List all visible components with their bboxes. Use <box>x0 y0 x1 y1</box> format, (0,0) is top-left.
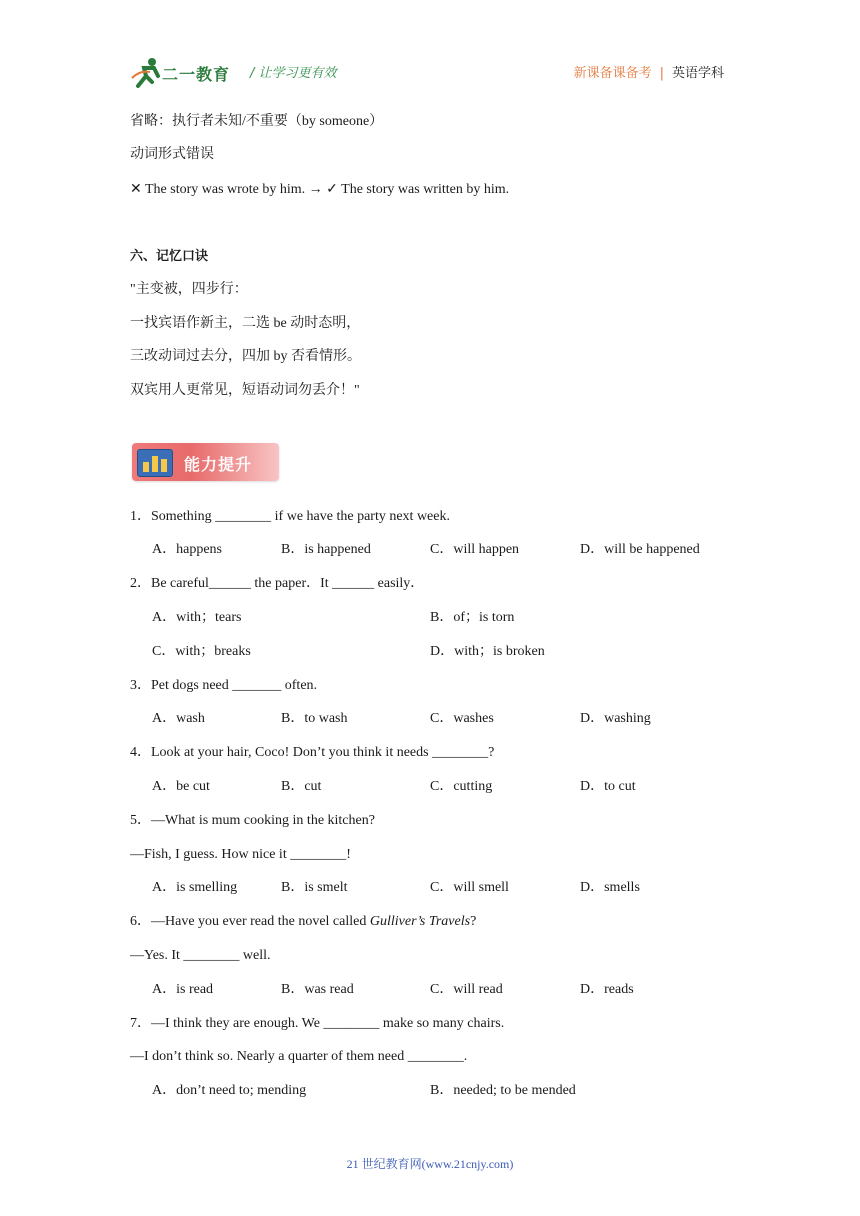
question-stem-reply: —Fish, I guess. How nice it ________! <box>130 847 351 862</box>
option-b[interactable]: B．was read <box>281 982 354 997</box>
option-d[interactable]: D．with；is broken <box>430 644 545 659</box>
option-c[interactable]: C．will happen <box>430 542 520 557</box>
mnemonic-line: "主变被，四步行： <box>130 282 248 297</box>
question-stem-reply: —Yes. It ________ well. <box>130 948 271 963</box>
mnemonic-line: 三改动词过去分，四加 by 否看情形。 <box>130 349 361 364</box>
question-stem: 3．Pet dogs need _______ often. <box>130 678 318 693</box>
option-d[interactable]: D．to cut <box>580 779 636 794</box>
option-b[interactable]: B．needed; to be mended <box>430 1083 576 1098</box>
question-stem-reply: —I don’t think so. Nearly a quarter of them need ________. <box>130 1049 468 1064</box>
option-b[interactable]: B．of；is torn <box>430 610 515 625</box>
chart-board-icon <box>137 449 173 477</box>
header-right <box>574 62 724 81</box>
book-title: Gulliver’s Travels <box>369 914 471 929</box>
question-stem: 5．—What is mum cooking in the kitchen? <box>130 813 375 828</box>
header-course-label: 新课备课备考 <box>573 66 652 81</box>
option-c[interactable]: C．washes <box>430 711 494 726</box>
header-slogan: / 让学习更有效 <box>250 66 337 81</box>
question-stem <box>130 913 476 931</box>
question-stem: 4．Look at your hair, Coco! Don’t you think it needs ________? <box>130 745 495 760</box>
option-b[interactable]: B．is smelt <box>281 880 348 895</box>
site-logo <box>130 56 242 90</box>
header-separator: | <box>659 66 664 81</box>
stem-text: ? <box>470 914 477 929</box>
section-banner <box>132 443 279 481</box>
banner-label: 能力提升 <box>184 455 253 474</box>
intro-line-error-title: 动词形式错误 <box>130 147 214 162</box>
question-stem: 2．Be careful______ the paper．It ______ easily． <box>130 576 425 591</box>
example-text: The story was wrote by him. → ✓ The story was written by him. <box>141 182 510 197</box>
option-c[interactable]: C．cutting <box>430 779 493 794</box>
mnemonic-line: 双宾用人更常见，短语动词勿丢介！" <box>130 383 360 398</box>
option-d[interactable]: D．smells <box>580 880 640 895</box>
option-a[interactable]: A．is smelling <box>152 880 238 895</box>
option-a[interactable]: A．with；tears <box>152 610 242 625</box>
option-a[interactable]: A．wash <box>152 711 205 726</box>
option-d[interactable]: D．reads <box>580 982 634 997</box>
cross-icon: ✕ <box>130 181 142 197</box>
header-subject: 英语学科 <box>671 66 724 81</box>
option-b[interactable]: B．is happened <box>281 542 371 557</box>
question-stem: 7．—I think they are enough. We ________ make so many chairs. <box>130 1016 505 1031</box>
stem-text: 6．—Have you ever read the novel called <box>130 914 370 929</box>
question-stem: 1．Something ________ if we have the party next week. <box>130 509 450 524</box>
runner-logo-icon <box>130 56 164 90</box>
option-a[interactable]: A．be cut <box>152 779 210 794</box>
option-c[interactable]: C．will read <box>430 982 503 997</box>
brand-name: 二一教育 <box>162 65 231 84</box>
option-d[interactable]: D．will be happened <box>580 542 700 557</box>
option-b[interactable]: B．cut <box>281 779 322 794</box>
option-a[interactable]: A．is read <box>152 982 214 997</box>
footer-site[interactable]: 21 世纪教育网(www.21cnjy.com) <box>346 1157 514 1171</box>
mnemonic-title: 六、记忆口诀 <box>130 249 209 264</box>
option-c[interactable]: C．will smell <box>430 880 509 895</box>
option-c[interactable]: C．with；breaks <box>152 644 251 659</box>
mnemonic-line: 一找宾语作新主，二选 be 动时态明， <box>130 316 361 331</box>
intro-line-example <box>130 180 509 199</box>
option-a[interactable]: A．happens <box>152 542 222 557</box>
intro-line-omission: 省略：执行者未知/不重要（by someone） <box>130 114 384 129</box>
option-a[interactable]: A．don’t need to; mending <box>152 1083 307 1098</box>
option-b[interactable]: B．to wash <box>281 711 348 726</box>
option-d[interactable]: D．washing <box>580 711 651 726</box>
